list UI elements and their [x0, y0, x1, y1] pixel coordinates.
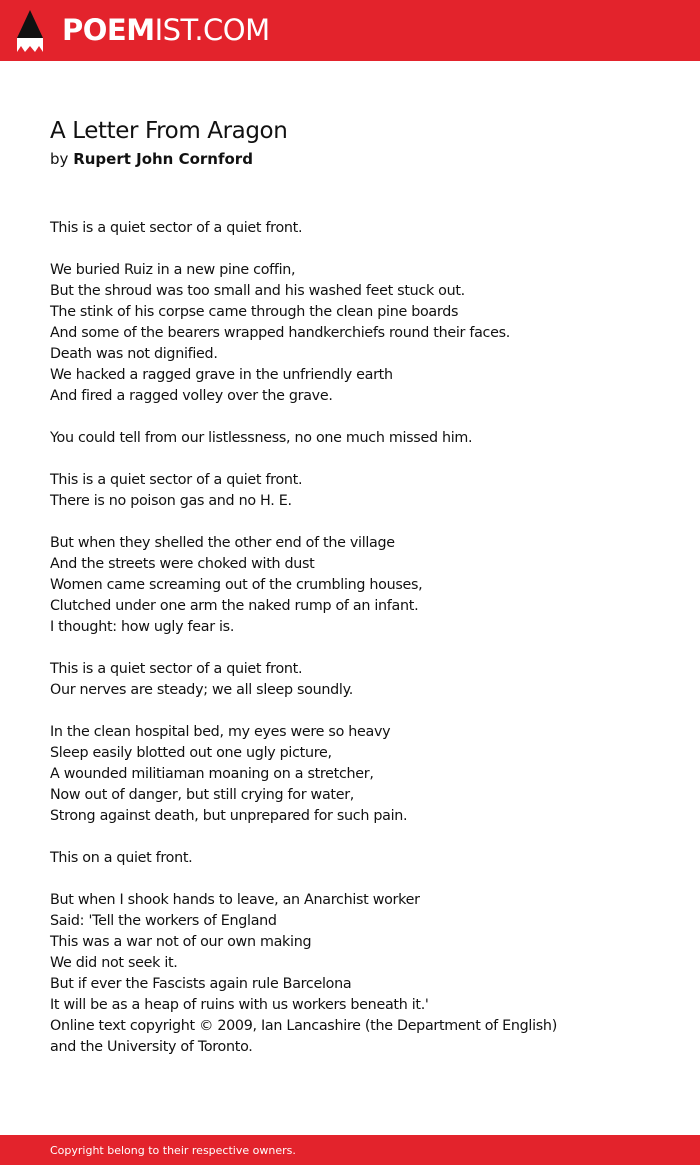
- poem-stanza: [50, 659, 670, 701]
- poem-stanza: [50, 848, 670, 869]
- poem-line: There is no poison gas and no H. E.: [50, 493, 292, 509]
- site-logo[interactable]: [62, 10, 270, 50]
- poem-line: Clutched under one arm the naked rump of an infant.: [50, 598, 419, 614]
- poem-line: This is a quiet sector of a quiet front.: [50, 220, 303, 236]
- poem-line: This is a quiet sector of a quiet front.: [50, 661, 303, 677]
- poem-line: Death was not dignified.: [50, 346, 218, 362]
- poem-line: Women came screaming out of the crumbling houses,: [50, 577, 423, 593]
- copyright-notice: Copyright belong to their respective owners.: [50, 1144, 296, 1157]
- poem-line: We did not seek it.: [50, 955, 178, 971]
- poem-line: And some of the bearers wrapped handkerchiefs round their faces.: [50, 325, 510, 341]
- poem-stanza: [50, 428, 670, 449]
- poem-line: But the shroud was too small and his washed feet stuck out.: [50, 283, 465, 299]
- byline: [50, 148, 253, 170]
- poem-line: And the streets were choked with dust: [50, 556, 315, 572]
- poem-line: Strong against death, but unprepared for such pain.: [50, 808, 408, 824]
- poem-line: A wounded militiaman moaning on a stretcher,: [50, 766, 374, 782]
- poem-stanza: [50, 890, 670, 1058]
- poem-line: I thought: how ugly fear is.: [50, 619, 235, 635]
- poem-line: The stink of his corpse came through the clean pine boards: [50, 304, 459, 320]
- poem-line: Online text copyright © 2009, Ian Lancashire (the Department of English): [50, 1018, 557, 1034]
- poem-line: But if ever the Fascists again rule Barcelona: [50, 976, 352, 992]
- poem-line: This was a war not of our own making: [50, 934, 312, 950]
- poem-line: Said: 'Tell the workers of England: [50, 913, 277, 929]
- poem-line: and the University of Toronto.: [50, 1039, 253, 1055]
- logo-bold-text: POEM: [62, 13, 155, 47]
- poem-title: A Letter From Aragon: [50, 118, 288, 144]
- poem-stanza: [50, 722, 670, 827]
- site-header: [0, 0, 700, 61]
- poem-line: You could tell from our listlessness, no one much missed him.: [50, 430, 473, 446]
- poem-line: And fired a ragged volley over the grave.: [50, 388, 333, 404]
- poem-line: It will be as a heap of ruins with us workers beneath it.': [50, 997, 429, 1013]
- poem-line: We buried Ruiz in a new pine coffin,: [50, 262, 296, 278]
- by-label: by: [50, 150, 69, 168]
- poem-line: But when they shelled the other end of the village: [50, 535, 395, 551]
- poem-stanza: [50, 470, 670, 512]
- poem-line: Now out of danger, but still crying for water,: [50, 787, 355, 803]
- poem-line: But when I shook hands to leave, an Anarchist worker: [50, 892, 420, 908]
- pencil-icon[interactable]: [17, 10, 43, 52]
- poem-line: Sleep easily blotted out one ugly picture,: [50, 745, 332, 761]
- site-footer: [0, 1135, 700, 1165]
- poem-stanza: [50, 218, 670, 239]
- poem-line: In the clean hospital bed, my eyes were so heavy: [50, 724, 391, 740]
- poem-stanza: [50, 533, 670, 638]
- poem-body: [50, 218, 670, 1058]
- poem-line: Our nerves are steady; we all sleep soundly.: [50, 682, 353, 698]
- poem-line: This on a quiet front.: [50, 850, 193, 866]
- poem-line: We hacked a ragged grave in the unfriendly earth: [50, 367, 393, 383]
- poem-stanza: [50, 260, 670, 407]
- author-name[interactable]: Rupert John Cornford: [73, 150, 253, 168]
- poem-line: This is a quiet sector of a quiet front.: [50, 472, 303, 488]
- logo-light-text: IST.COM: [154, 13, 270, 47]
